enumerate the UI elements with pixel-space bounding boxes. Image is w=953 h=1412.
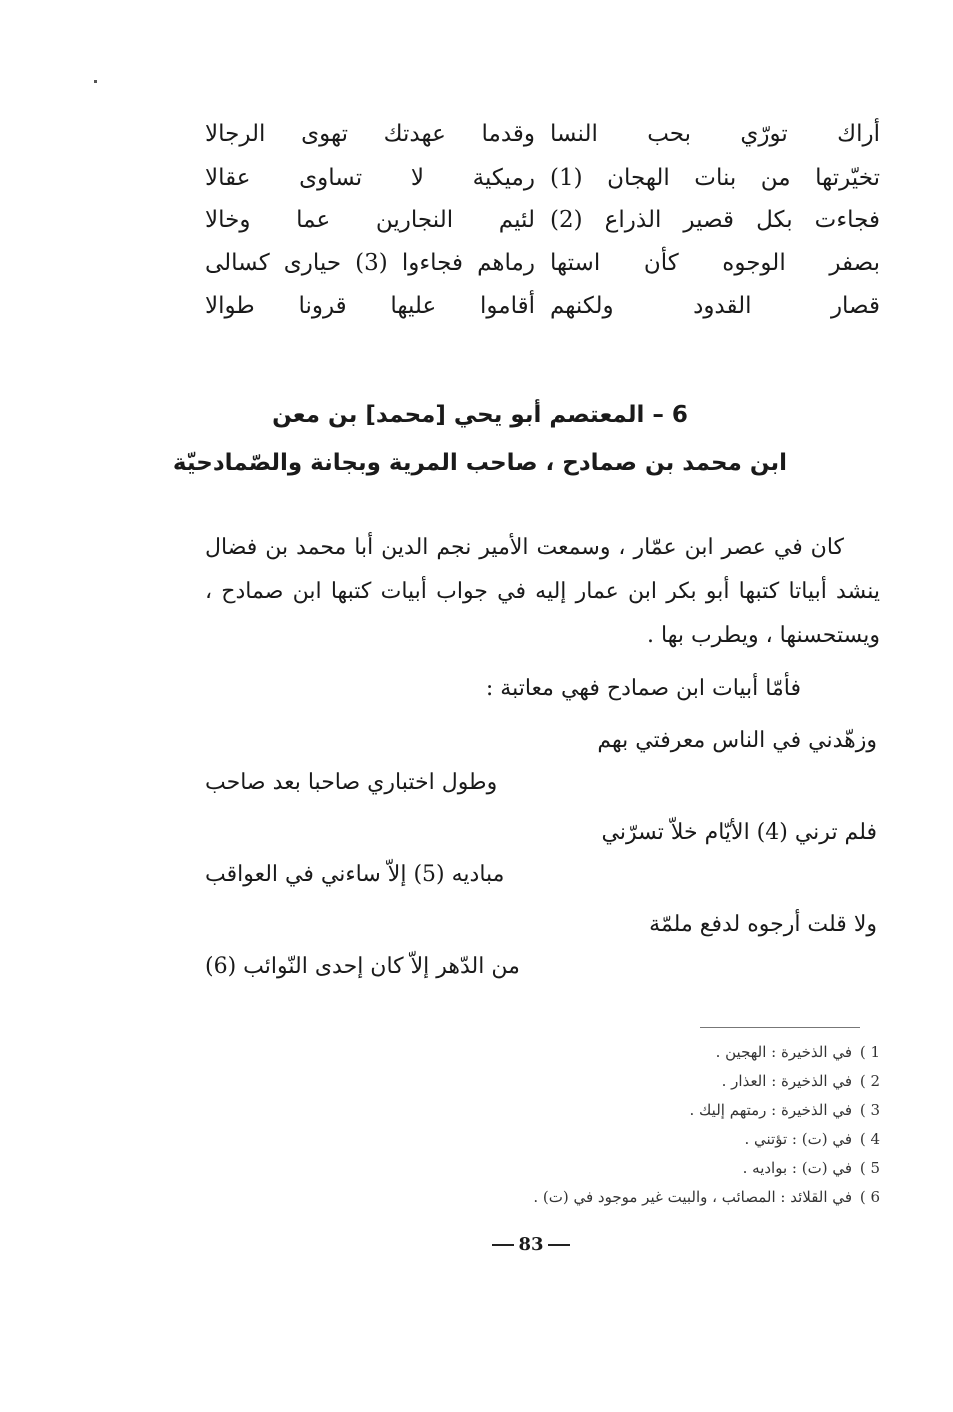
footnote-item	[420, 1125, 880, 1154]
footnote-item	[420, 1067, 880, 1096]
verse-line-1	[205, 114, 880, 154]
footnote-divider	[700, 1027, 860, 1028]
poem-line-3-second: من الدّهر إلاّ كان إحدى النّوائب (6)	[205, 954, 520, 979]
paragraph-text: كان في عصر ابن عمّار ، وسمعت الأمير نجم الدين أبا محمد بن فضال ينشد أبياتا كتبها أبو بكر ابن عمار إليه في جواب أبيات كتبها ابن صمادح ، ويستحسنها ، ويطرب بها .	[205, 535, 880, 648]
verse-first-hemistich: تخيّرتها من بنات الهجان (1)	[550, 165, 880, 191]
footnote-item	[420, 1096, 880, 1125]
page-number	[476, 1234, 586, 1255]
poem-line-3-first: ولا قلت أرجوه لدفع ملمّة	[649, 912, 877, 937]
verse-line-2	[205, 158, 880, 198]
footnote-item	[420, 1154, 880, 1183]
footnote-number: 6 )	[859, 1188, 880, 1206]
footnote-text: في الذخيرة : العذار .	[721, 1072, 852, 1090]
footnote-text: في الذخيرة : رمتهم إليك .	[689, 1101, 852, 1119]
verse-line-4	[205, 243, 880, 283]
footnote-number: 5 )	[859, 1159, 880, 1177]
footnote-text: في القلائد : المصائب ، والبيت غير موجود في (ت) .	[533, 1188, 852, 1206]
footnotes	[420, 1038, 880, 1212]
footnote-text: في (ت) : تؤتني .	[744, 1130, 852, 1148]
verse-first-hemistich: فجاءت بكل قصير الذراع (2)	[550, 207, 880, 233]
poem-line-1-first: وزهّدني في الناس معرفتي بهم	[597, 728, 877, 753]
verse-line-5	[205, 286, 880, 326]
page-number-value: 83	[518, 1234, 544, 1255]
verse-second-hemistich: أقاموا عليها قرونا طوالا	[205, 293, 535, 319]
verse-second-hemistich: لئيم النجارين عما وخالا	[205, 207, 535, 233]
poem-line-1-second: وطول اختباري صاحبا بعد صاحب	[205, 770, 498, 795]
footnote-number: 1 )	[859, 1043, 880, 1061]
footnote-item	[420, 1183, 880, 1212]
intro-line: فأمّا أبيات ابن صمادح فهي معاتبة :	[485, 676, 801, 701]
footnote-number: 4 )	[859, 1130, 880, 1148]
section-heading: 6 – المعتصم أبو يحي [محمد] بن معن	[272, 402, 688, 428]
footnote-item	[420, 1038, 880, 1067]
footnote-text: في الذخيرة : الهجين .	[715, 1043, 852, 1061]
verse-first-hemistich: أراك تورّي بحب النسا	[550, 121, 880, 147]
speck-mark	[94, 80, 97, 83]
body-paragraph	[205, 526, 880, 658]
verse-first-hemistich: بصفر الوجوه كأن استها	[550, 250, 880, 276]
footnote-number: 3 )	[859, 1101, 880, 1119]
verse-first-hemistich: قصار القدود ولكنهم	[550, 293, 880, 319]
footnote-text: في (ت) : بواديه .	[742, 1159, 852, 1177]
verse-second-hemistich: رميكية لا تساوى عقالا	[205, 165, 535, 191]
footnote-number: 2 )	[859, 1072, 880, 1090]
section-subheading: ابن محمد بن صمادح ، صاحب المرية وبجانة والصّمادحيّة	[172, 450, 788, 476]
page-number-dash	[492, 1244, 514, 1246]
verse-second-hemistich: رماهم فجاءوا (3) حيارى كسالى	[205, 250, 535, 276]
verse-line-3	[205, 200, 880, 240]
verse-second-hemistich: وقدما عهدتك تهوى الرجالا	[205, 121, 535, 147]
page-number-dash	[548, 1244, 570, 1246]
poem-line-2-first: فلم ترني (4) الأيّام خلاّ تسرّني	[601, 820, 877, 845]
poem-line-2-second: مباديه (5) إلاّ ساءني في العواقب	[205, 862, 505, 887]
